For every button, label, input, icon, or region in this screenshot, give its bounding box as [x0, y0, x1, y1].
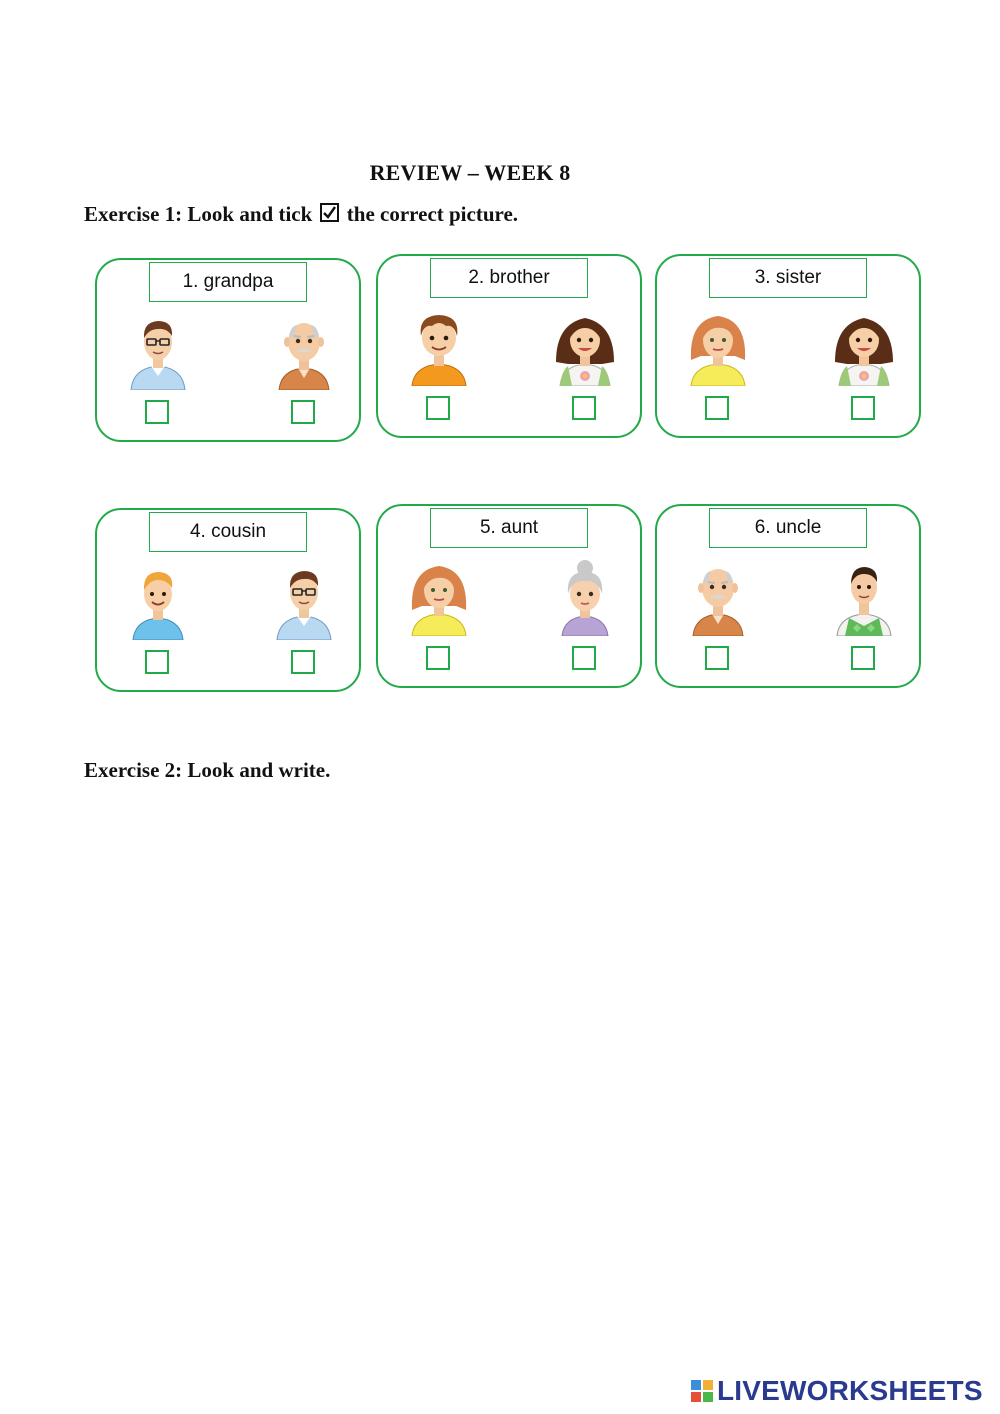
tick-box-right[interactable]	[572, 646, 596, 670]
man-glasses-icon	[271, 558, 337, 640]
card-label: 3. sister	[709, 258, 867, 298]
tick-box-left[interactable]	[145, 650, 169, 674]
tick-box-left[interactable]	[705, 396, 729, 420]
logo-text: LIVEWORKSHEETS	[717, 1375, 983, 1406]
card-sister	[655, 254, 921, 438]
card-label: 2. brother	[430, 258, 588, 298]
tick-box-right[interactable]	[291, 400, 315, 424]
grandma-icon	[552, 554, 618, 636]
tick-box-left[interactable]	[145, 400, 169, 424]
card-aunt	[376, 504, 642, 688]
tick-box-left[interactable]	[426, 646, 450, 670]
liveworksheets-logo[interactable]	[691, 1376, 983, 1406]
checked-box-icon	[320, 203, 339, 222]
tick-box-left[interactable]	[705, 646, 729, 670]
page-title: REVIEW – WEEK 8	[369, 160, 571, 185]
card-brother	[376, 254, 642, 438]
girl-flower-shirt-icon	[831, 304, 897, 386]
card-uncle	[655, 504, 921, 688]
card-label: 5. aunt	[430, 508, 588, 548]
woman-yellow-shirt-icon	[406, 554, 472, 636]
logo-mark-icon	[691, 1380, 713, 1402]
exercise-1-text: Exercise 1: Look and tick	[84, 202, 313, 226]
exercise-2-heading: Exercise 2: Look and write.	[84, 758, 331, 782]
tick-box-right[interactable]	[572, 396, 596, 420]
card-grandpa	[95, 258, 361, 442]
tick-box-left[interactable]	[426, 396, 450, 420]
grandpa-icon	[685, 554, 751, 636]
man-green-vest-icon	[831, 554, 897, 636]
exercise-1-heading	[84, 202, 518, 227]
boy-blue-shirt-icon	[125, 558, 191, 640]
boy-orange-shirt-icon	[406, 304, 472, 386]
woman-yellow-shirt-icon	[685, 304, 751, 386]
tick-box-right[interactable]	[851, 396, 875, 420]
girl-flower-shirt-icon	[552, 304, 618, 386]
tick-box-right[interactable]	[291, 650, 315, 674]
tick-box-right[interactable]	[851, 646, 875, 670]
exercise-1-text-end: the correct picture.	[346, 202, 519, 226]
grandpa-icon	[271, 308, 337, 390]
card-label: 4. cousin	[149, 512, 307, 552]
card-label: 1. grandpa	[149, 262, 307, 302]
card-label: 6. uncle	[709, 508, 867, 548]
card-cousin	[95, 508, 361, 692]
man-glasses-icon	[125, 308, 191, 390]
